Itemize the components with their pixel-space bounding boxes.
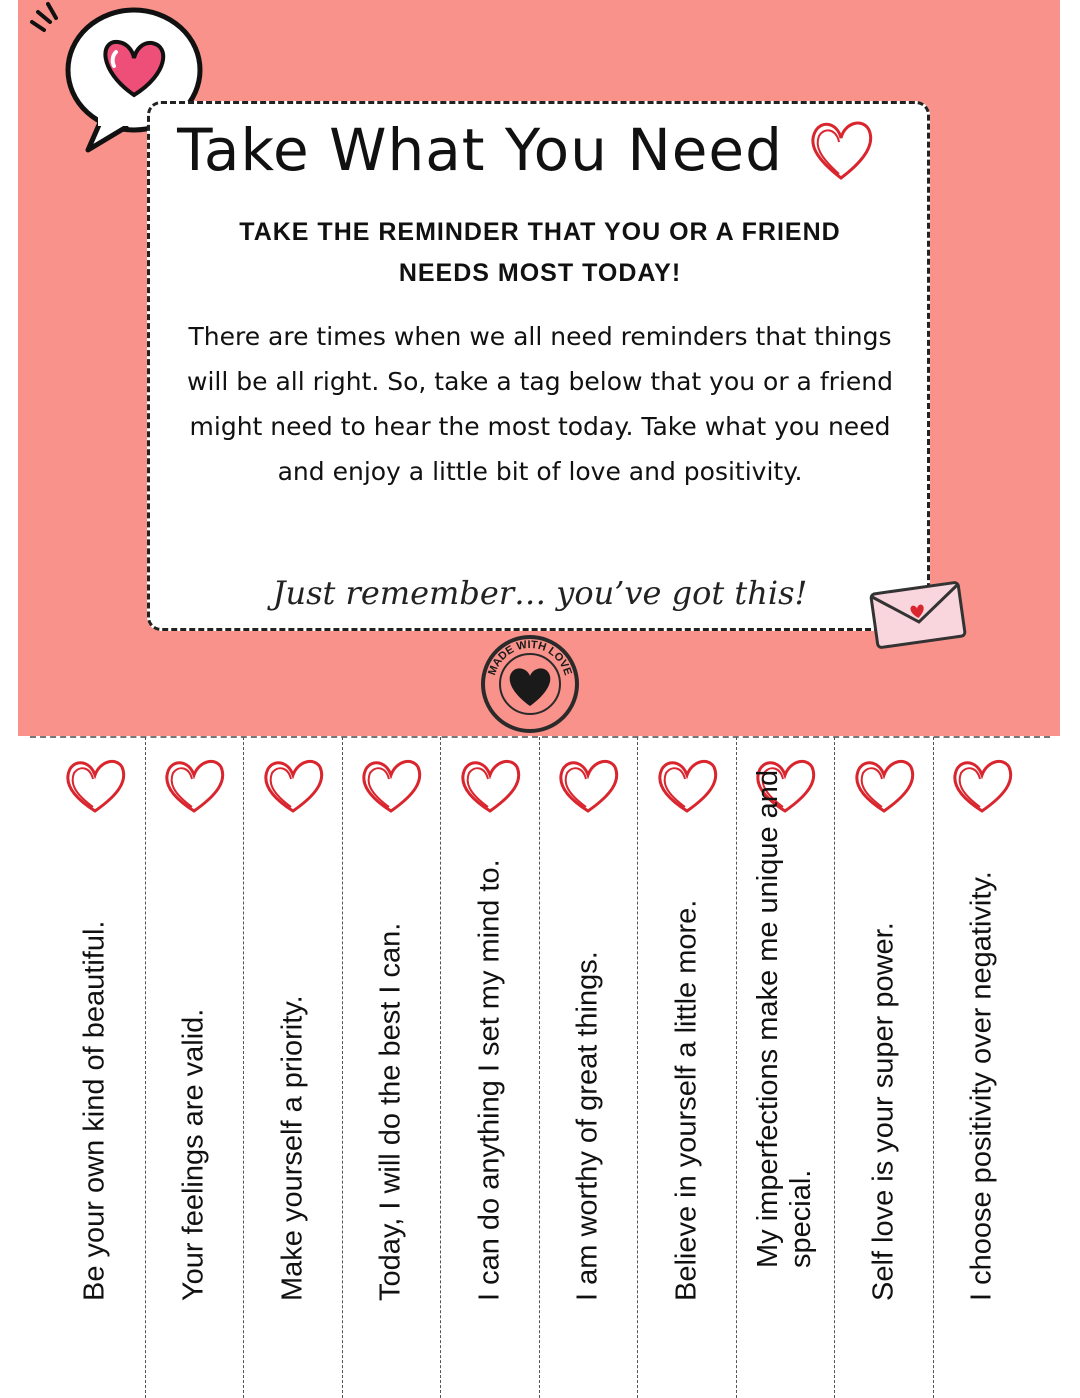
- stamp-heart-icon: [478, 632, 582, 736]
- tear-off-tag[interactable]: [440, 737, 539, 1398]
- tear-off-tag[interactable]: [933, 737, 1032, 1398]
- envelope-icon: [866, 578, 970, 652]
- page-title: Take What You Need: [177, 116, 783, 184]
- tag-text: Today, I will do the best I can.: [374, 922, 407, 1301]
- tear-off-tag[interactable]: [736, 737, 835, 1398]
- tag-text: I can do anything I set my mind to.: [473, 859, 506, 1301]
- tag-text: Self love is your super power.: [867, 922, 900, 1301]
- tear-off-tag[interactable]: [145, 737, 244, 1398]
- tear-off-tag[interactable]: [46, 737, 145, 1398]
- heart-outline-icon: [805, 116, 877, 186]
- tag-text: I am worthy of great things.: [571, 951, 604, 1301]
- tear-off-tag[interactable]: [243, 737, 342, 1398]
- tear-off-tag[interactable]: [539, 737, 638, 1398]
- info-card: [147, 101, 930, 631]
- tear-off-tag[interactable]: [637, 737, 736, 1398]
- svg-text:MADE WITH LOVE: MADE WITH LOVE: [486, 638, 574, 677]
- closing-line: Just remember… you’ve got this!: [272, 574, 808, 612]
- tear-off-tag[interactable]: [834, 737, 933, 1398]
- tag-text: Believe in yourself a little more.: [670, 899, 703, 1301]
- tag-text: I choose positivity over negativity.: [965, 871, 998, 1301]
- tag-text: Your feelings are valid.: [177, 1008, 210, 1301]
- tear-off-tag[interactable]: [342, 737, 441, 1398]
- subtitle: TAKE THE REMINDER THAT YOU OR A FRIEND NEEDS MOST TODAY!: [239, 218, 841, 287]
- tag-text: My imperfections make me unique and special.: [752, 769, 818, 1268]
- tag-text: Be your own kind of beautiful.: [78, 920, 111, 1301]
- description: There are times when we all need reminders that things will be all right. So, take a tag below that you or a friend might need to hear the most today. Take what you need and enjoy a little bit of love and positivity.: [187, 322, 893, 486]
- tag-text: Make yourself a priority.: [276, 995, 309, 1301]
